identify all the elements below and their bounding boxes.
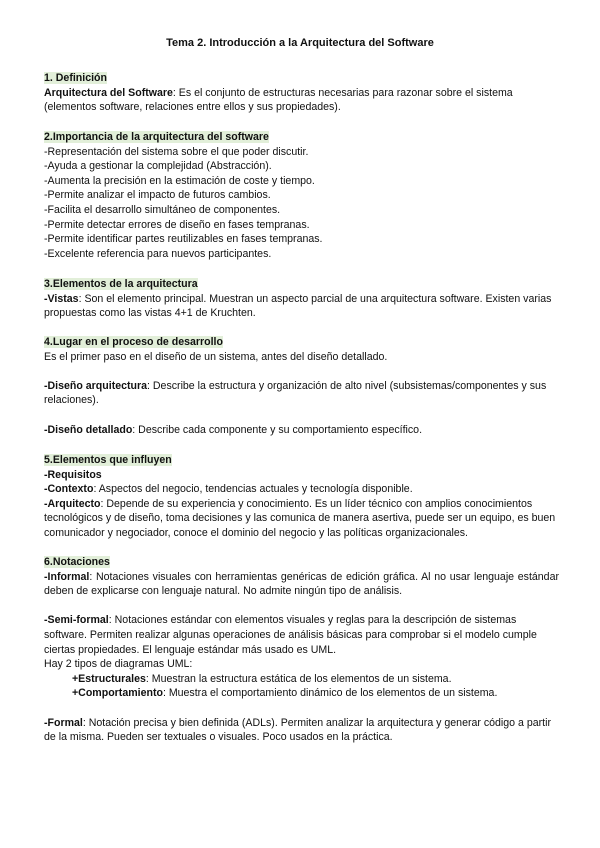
section-elementos-arquitectura [44, 277, 559, 321]
section-heading: 2.Importancia de la arquitectura del software [44, 131, 269, 143]
term: -Requisitos [44, 468, 102, 481]
paragraph [44, 482, 559, 497]
paragraph-text: : Son el elemento principal. Muestran un aspecto parcial de una arquitectura software. Existen varias propuestas como las vistas 4+1 de Kruchten. [44, 292, 552, 320]
paragraph [44, 468, 559, 483]
list-item [44, 686, 559, 701]
paragraph [44, 613, 559, 657]
section-definicion [44, 71, 559, 115]
term: Arquitectura del Software [44, 86, 173, 99]
term: -Arquitecto [44, 497, 101, 510]
section-importancia [44, 130, 559, 261]
list-item [44, 672, 559, 687]
paragraph-text: : Notaciones estándar con elementos visuales y reglas para la descripción de sistemas software. Permiten realizar algunas operaciones de análisis básicas para comprobar si el modelo cumple ciertas propiedades. El lenguaje estándar más usado es UML. [44, 614, 537, 656]
list-item: -Aumenta la precisión en la estimación de coste y tiempo. [44, 174, 315, 187]
term: +Estructurales [72, 672, 146, 685]
section-lugar-proceso [44, 335, 559, 437]
paragraph [44, 423, 559, 438]
paragraph-text: : Depende de su experiencia y conocimiento. Es un líder técnico con amplios conocimientos tecnológicos y de diseño, toma decisiones y las comunica de manera asertiva, puede ser un equipo, es buen comunicador y negociador, conoce el dominio del negocio y las políticas organizacionales. [44, 497, 556, 539]
paragraph-text: : Notaciones visuales con herramientas genéricas de edición gráfica. Al no usar lenguaje estándar deben de explicarse con lenguaje natural. No admite ningún tipo de análisis. [44, 570, 559, 598]
list-item: -Representación del sistema sobre el que poder discutir. [44, 145, 309, 158]
list-item: -Permite analizar el impacto de futuros cambios. [44, 189, 271, 202]
section-heading: 5.Elementos que influyen [44, 454, 172, 466]
paragraph-text: : Muestran la estructura estática de los elementos de un sistema. [145, 672, 452, 685]
list-item: -Ayuda a gestionar la complejidad (Abstracción). [44, 160, 272, 173]
list-item: -Permite identificar partes reutilizables en fases tempranas. [44, 233, 323, 246]
term: -Informal [44, 570, 90, 583]
term: -Formal [44, 716, 83, 729]
paragraph [44, 379, 559, 408]
document-title: Tema 2. Introducción a la Arquitectura del Software [166, 37, 434, 49]
section-notaciones [44, 555, 559, 745]
list-item: -Excelente referencia para nuevos participantes. [44, 247, 272, 260]
term: -Diseño detallado [44, 423, 133, 436]
term: +Comportamiento [72, 687, 163, 700]
paragraph: Es el primer paso en el diseño de un sistema, antes del diseño detallado. [44, 350, 388, 363]
paragraph: Hay 2 tipos de diagramas UML: [44, 658, 193, 671]
paragraph-text: : Describe la estructura y organización de alto nivel (subsistemas/componentes y sus relaciones). [44, 379, 547, 407]
section-heading: 6.Notaciones [44, 556, 110, 568]
section-heading: 4.Lugar en el proceso de desarrollo [44, 336, 223, 348]
paragraph [44, 497, 559, 541]
paragraph [44, 570, 559, 599]
paragraph-text: : Describe cada componente y su comportamiento específico. [132, 423, 423, 436]
term: -Diseño arquitectura [44, 379, 148, 392]
paragraph-text: : Muestra el comportamiento dinámico de los elementos de un sistema. [162, 687, 498, 700]
paragraph-text: : Aspectos del negocio, tendencias actuales y tecnología disponible. [93, 483, 413, 496]
paragraph [44, 292, 559, 321]
section-heading: 3.Elementos de la arquitectura [44, 278, 198, 290]
section-elementos-influyen [44, 453, 559, 541]
definition-text: : Es el conjunto de estructuras necesarias para razonar sobre el sistema (elementos software, relaciones entre ellos y sus propiedades). [44, 86, 513, 114]
definition-paragraph [44, 86, 559, 115]
list-item: -Permite detectar errores de diseño en fases tempranas. [44, 218, 310, 231]
section-heading: 1. Definición [44, 72, 107, 84]
term: -Vistas [44, 292, 79, 305]
list-item: -Facilita el desarrollo simultáneo de componentes. [44, 203, 281, 216]
term: -Semi-formal [44, 614, 109, 627]
term: -Contexto [44, 483, 94, 496]
paragraph [44, 716, 559, 745]
paragraph-text: : Notación precisa y bien definida (ADLs). Permiten analizar la arquitectura y generar código a partir de la misma. Pueden ser textuales o visuales. Poco usados en la práctica. [44, 716, 551, 744]
